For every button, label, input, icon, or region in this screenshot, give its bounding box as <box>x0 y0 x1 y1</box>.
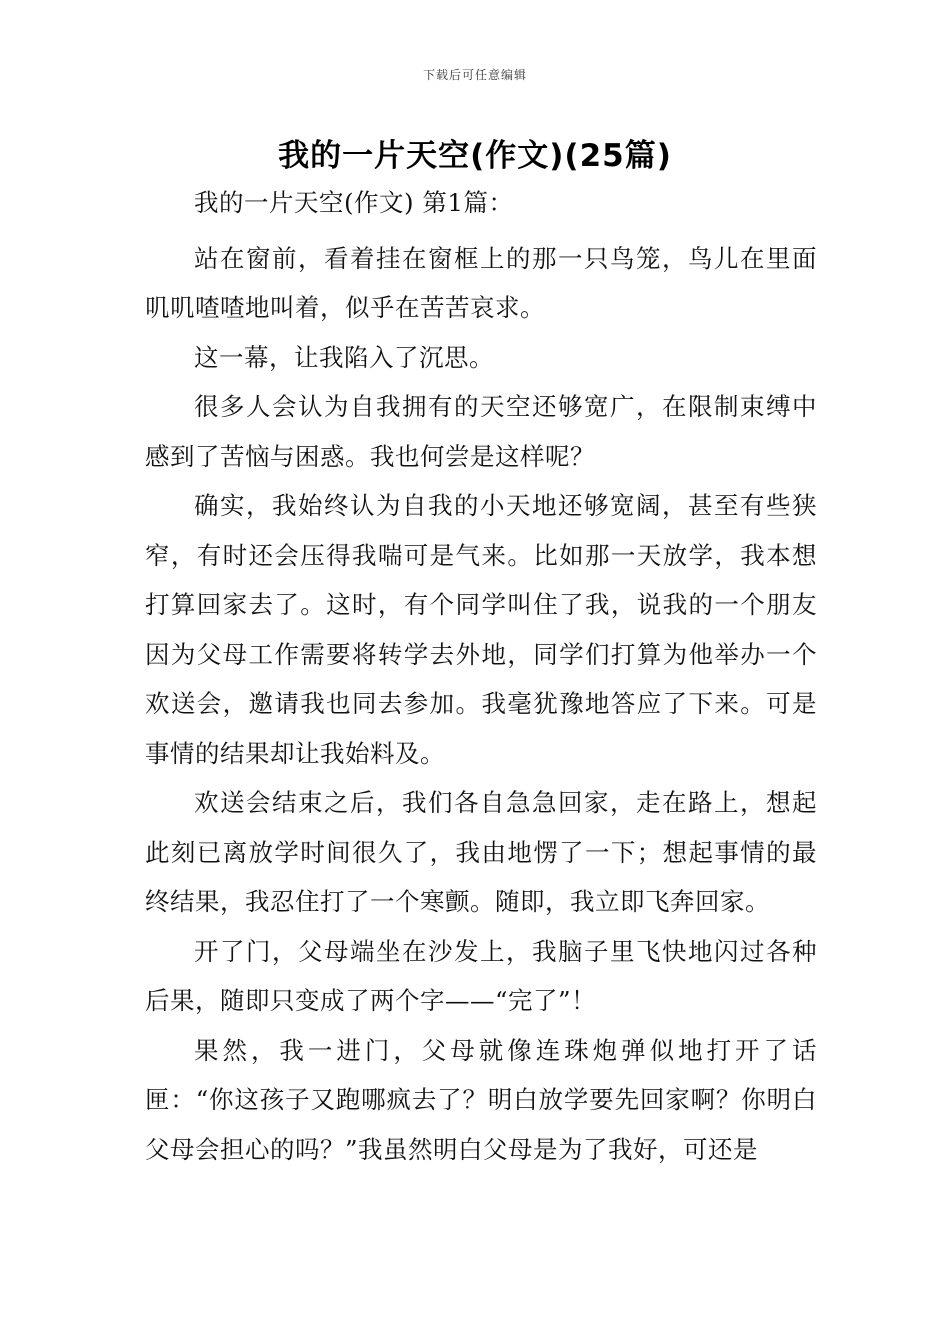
document-title: 我的一片天空(作文)(25篇) <box>278 138 672 174</box>
paragraph: 这一幕，让我陷入了沉思。 <box>194 342 494 372</box>
section-subtitle: 我的一片天空(作文) 第1篇： <box>194 188 514 217</box>
paragraph: 很多人会认为自我拥有的天空还够宽广，在限制束缚中感到了苦恼与困惑。我也何尝是这样呢？ <box>145 392 817 471</box>
paragraph: 确实，我始终认为自我的小天地还够宽阔，甚至有些狭窄，有时还会压得我喘可是气来。比如那一天放学，我本想打算回家去了。这时，有个同学叫住了我，说我的一个朋友因为父母工作需要将转学去外地，同学们打算为他举办一个欢送会，邀请我也同去参加。我毫犹豫地答应了下来。可是事情的结果却让我始料及。 <box>145 491 817 768</box>
page-header-note: 下载后可任意编辑 <box>422 68 527 82</box>
paragraph: 果然，我一进门，父母就像连珠炮弹似地打开了话匣：“你这孩子又跑哪疯去了？明白放学要先回家啊？你明白父母会担心的吗？”我虽然明白父母是为了我好，可还是 <box>145 1035 817 1164</box>
paragraph: 站在窗前，看着挂在窗框上的那一只鸟笼，鸟儿在里面叽叽喳喳地叫着，似乎在苦苦哀求。 <box>145 243 817 322</box>
paragraph: 开了门，父母端坐在沙发上，我脑子里飞快地闪过各种后果，随即只变成了两个字——“完了”！ <box>145 936 817 1015</box>
paragraph: 欢送会结束之后，我们各自急急回家，走在路上，想起此刻已离放学时间很久了，我由地愣了一下；想起事情的最终结果，我忍住打了一个寒颤。随即，我立即飞奔回家。 <box>145 788 817 916</box>
document-body <box>145 178 817 1174</box>
